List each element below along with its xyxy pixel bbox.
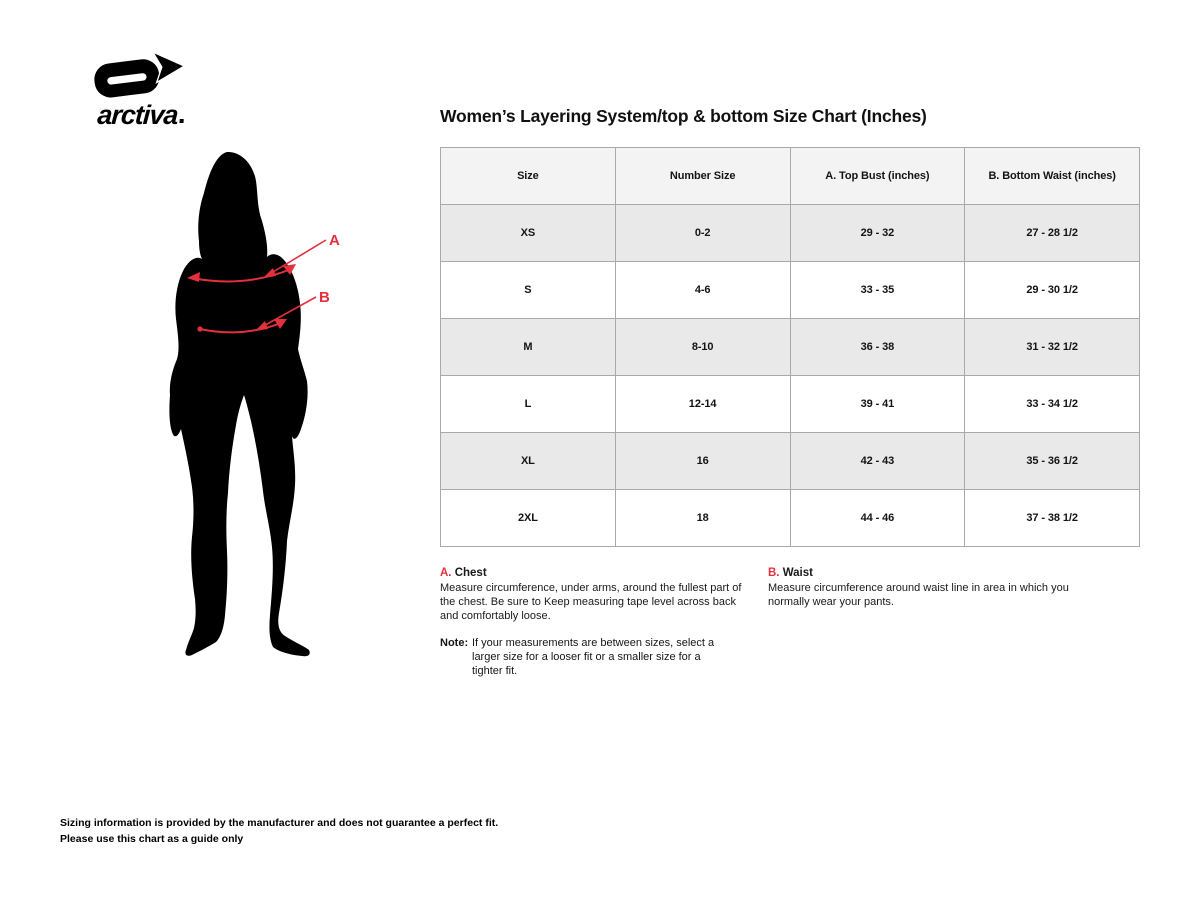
disclaimer-line-2: Please use this chart as a guide only [60,832,244,845]
brand-wordmark-text: arctiva [96,100,179,130]
cell-size: M [441,319,616,376]
waist-note-letter: B. [768,567,780,579]
table-header-row [441,148,1140,205]
measurement-figure [150,145,350,665]
cell-bottom-waist: 35 - 36 1/2 [965,433,1140,490]
cell-number-size: 0-2 [615,205,790,262]
table-row-xs [441,205,1140,262]
disclaimer-line-1: Sizing information is provided by the manufacturer and does not guarantee a perfect fit. [60,817,499,829]
cell-top-bust: 39 - 41 [790,376,965,433]
table-row-m [441,319,1140,376]
col-header-number-size: Number Size [615,148,790,205]
waist-note-body: Measure circumference around waist line in area in which you normally wear your pants. [768,582,1069,608]
table-row-s [441,262,1140,319]
cell-size: XL [441,433,616,490]
woman-silhouette-graphic [150,145,350,665]
cell-top-bust: 29 - 32 [790,205,965,262]
table-row-2xl [441,490,1140,547]
cell-number-size: 12-14 [615,376,790,433]
chest-note-body: Measure circumference, under arms, around the fullest part of the chest. Be sure to Keep measuring tape level across back and comfortably loose. [440,582,742,622]
cell-bottom-waist: 29 - 30 1/2 [965,262,1140,319]
cell-size: L [441,376,616,433]
cell-top-bust: 33 - 35 [790,262,965,319]
col-header-top-bust: A. Top Bust (inches) [790,148,965,205]
cell-size: 2XL [441,490,616,547]
brand-logo [58,44,223,136]
cell-top-bust: 42 - 43 [790,433,965,490]
brand-wordmark-dot [179,119,183,123]
table-row-l [441,376,1140,433]
cell-size: S [441,262,616,319]
disclaimer [60,816,498,848]
chest-label-a: A [329,232,340,249]
brand-wordmark [57,100,224,131]
woman-silhouette-shape [169,152,309,656]
page-title: Women’s Layering System/top & bottom Size Chart (Inches) [440,106,927,126]
col-header-bottom-waist: B. Bottom Waist (inches) [965,148,1140,205]
cell-top-bust: 44 - 46 [790,490,965,547]
cell-bottom-waist: 31 - 32 1/2 [965,319,1140,376]
cell-number-size: 18 [615,490,790,547]
sizing-note [440,636,740,678]
cell-number-size: 4-6 [615,262,790,319]
cell-size: XS [441,205,616,262]
waist-note-heading [768,566,1080,580]
chest-note-title: Chest [454,567,487,579]
cell-bottom-waist: 37 - 38 1/2 [965,490,1140,547]
chest-note-heading [440,566,748,580]
cell-number-size: 16 [615,433,790,490]
waist-note-title: Waist [782,567,813,579]
waist-label-b: B [319,289,330,306]
chest-note-letter: A. [440,567,452,579]
sizing-note-label: Note: [440,637,469,649]
cell-bottom-waist: 33 - 34 1/2 [965,376,1140,433]
cell-bottom-waist: 27 - 28 1/2 [965,205,1140,262]
arctiva-arrow-a-icon [90,50,186,104]
col-header-size: Size [441,148,616,205]
chest-note [440,566,748,623]
sizing-note-body: If your measurements are between sizes, select a larger size for a looser fit or a smaller size for a tighter fit. [472,637,715,677]
size-chart-table [440,147,1140,547]
cell-top-bust: 36 - 38 [790,319,965,376]
table-row-xl [441,433,1140,490]
waist-note [768,566,1080,609]
cell-number-size: 8-10 [615,319,790,376]
